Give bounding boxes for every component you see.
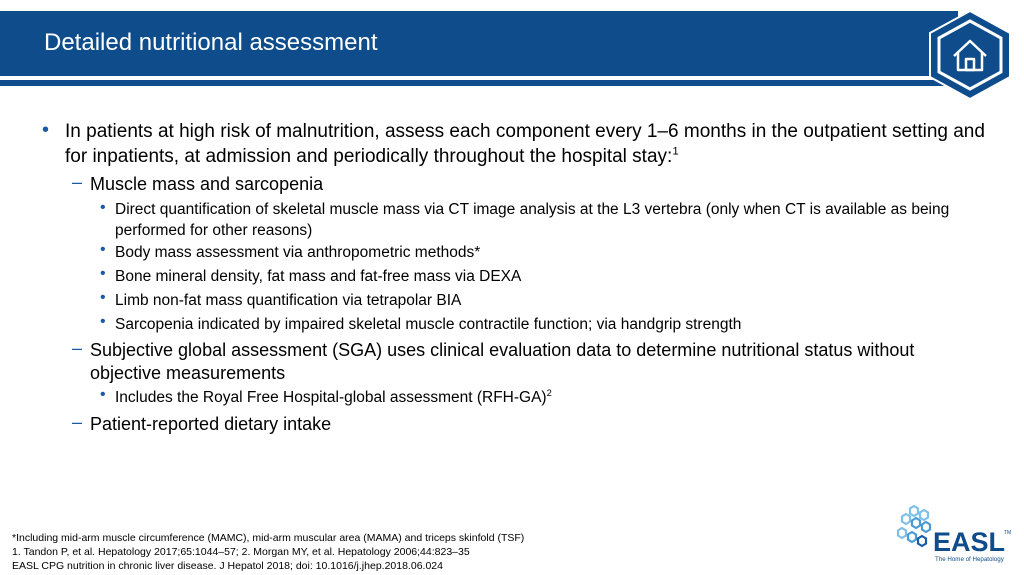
bullet-dot: • (100, 265, 106, 282)
reference-2: 2 (546, 387, 552, 398)
footer-references (12, 531, 524, 573)
dash-bullet: – (72, 412, 83, 432)
easl-hexagon-cluster-icon (898, 506, 930, 546)
header-rule (0, 80, 958, 86)
list-item: Body mass assessment via anthropometric methods* (115, 244, 481, 261)
bullet-dot: • (100, 386, 106, 403)
bullet-dot: • (100, 313, 106, 330)
list-item: Bone mineral density, fat mass and fat-free mass via DEXA (115, 268, 522, 285)
logo-tagline: The Home of Hepatology (935, 556, 1004, 563)
logo-wordmark: EASL (933, 527, 1006, 557)
slide-title: Detailed nutritional assessment (44, 29, 378, 56)
easl-logo (895, 503, 1015, 565)
dash-bullet: – (72, 172, 83, 192)
sub-bullet-dietary-intake: Patient-reported dietary intake (90, 414, 332, 434)
bullet-dot: • (100, 289, 106, 306)
bullet-dot: • (42, 119, 50, 141)
list-item: Direct quantification of skeletal muscle mass via CT image analysis at the L3 vertebra (only when CT is available as being performed for other reasons) (115, 201, 950, 239)
bullet-dot: • (100, 199, 106, 216)
reference-1: 1 (672, 145, 679, 158)
list-item: Includes the Royal Free Hospital-global assessment $(RFH-GA)^2$ (115, 387, 552, 406)
reference-line: 1. Tandon P, et al. Hepatology 2017;65:1044–57; 2. Morgan MY, et al. Hepatology 2006;44:823–35 (12, 546, 470, 558)
sub-bullet-muscle-mass: Muscle mass and sarcopenia (90, 174, 324, 194)
list-item: Limb non-fat mass quantification via tetrapolar BIA (115, 292, 462, 309)
home-button[interactable] (928, 9, 1012, 101)
source-citation: EASL CPG nutrition in chronic liver disease. J Hepatol 2018; doi: 10.1016/j.jhep.2018.06.024 (12, 560, 443, 572)
list-item: Sarcopenia indicated by impaired skeletal muscle contractile function; via handgrip strength (115, 316, 742, 333)
main-bullet: In patients at high risk of malnutrition, assess each component every 1–6 months in the outpatient setting and for inpatients, at admission and periodically throughout the hospital stay:$^1$ (65, 121, 985, 167)
logo-trademark: TM (1004, 530, 1012, 536)
sub-bullet-sga: Subjective global assessment (SGA) uses clinical evaluation data to determine nutritional status without objective measurements (90, 340, 915, 383)
footnote: *Including mid-arm muscle circumference (MAMC), mid-arm muscular area (MAMA) and triceps skinfold (TSF) (12, 532, 525, 544)
dash-bullet: – (72, 338, 83, 358)
bullet-dot: • (100, 241, 106, 258)
